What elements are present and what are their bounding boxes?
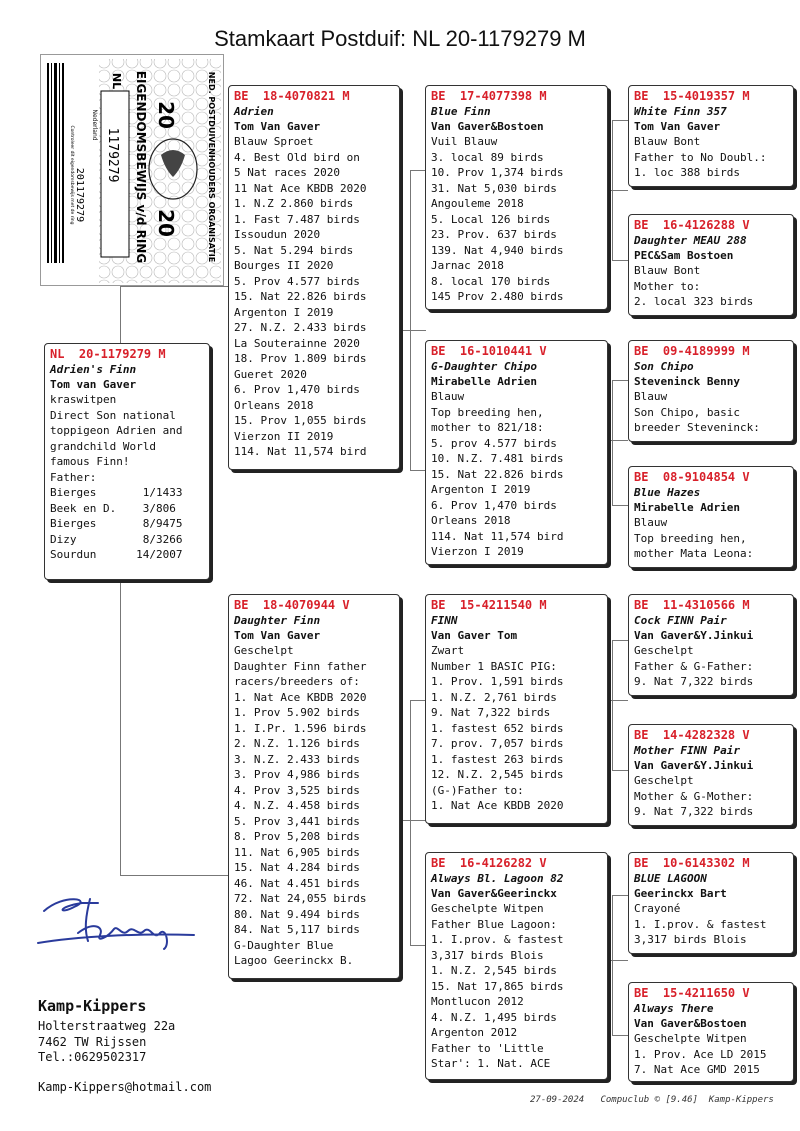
mother-line: 1. I.Pr. 1.596 birds bbox=[234, 721, 367, 735]
ffm-breeder: PEC&Sam Bostoen bbox=[634, 249, 734, 262]
mmf-name: BLUE LAGOON bbox=[634, 872, 707, 885]
father-father-card bbox=[425, 85, 608, 310]
mm-reg: BE 16-4126282 V bbox=[431, 856, 547, 870]
mother-line: 2. N.Z. 1.126 birds bbox=[234, 737, 360, 750]
page-title: Stamkaart Postduif: NL 20-1179279 M bbox=[214, 26, 586, 51]
fm-line: Argenton I 2019 bbox=[431, 483, 531, 496]
mfm-breeder: Van Gaver&Y.Jinkui bbox=[634, 759, 754, 772]
subject-line: Direct Son national bbox=[50, 408, 176, 422]
owner-email: Kamp-Kippers@hotmail.com bbox=[38, 1080, 212, 1094]
fmf-reg: BE 09-4189999 M bbox=[634, 344, 750, 358]
mff-breeder: Van Gaver&Y.Jinkui bbox=[634, 629, 754, 642]
mm-line: 3,317 birds Blois bbox=[431, 948, 544, 962]
mother-line: 46. Nat 4.451 birds bbox=[234, 876, 360, 890]
mmf-line: 1. I.prov. & fastest bbox=[634, 917, 767, 931]
mm-line: Argenton 2012 bbox=[431, 1026, 518, 1039]
ring-country: NL bbox=[110, 72, 123, 90]
mother-line: 80. Nat 9.494 birds bbox=[234, 907, 360, 921]
subject-breeder: Tom van Gaver bbox=[50, 378, 137, 391]
fm-line: 15. Nat 22.826 birds bbox=[431, 467, 564, 481]
mm-line: Father to 'Little bbox=[431, 1041, 544, 1055]
fff-line: Blauw Bont bbox=[634, 135, 701, 148]
mf-line: 12. N.Z. 2,545 birds bbox=[431, 768, 564, 781]
father-breeder: Tom Van Gaver bbox=[234, 120, 321, 133]
fm-breeder: Mirabelle Adrien bbox=[431, 375, 537, 388]
ff-line: Vuil Blauw bbox=[431, 135, 498, 148]
ring-year-right: 20 bbox=[154, 209, 178, 237]
mother-line: 8. Prov 5,208 birds bbox=[234, 830, 360, 843]
mm-line: 4. N.Z. 1,495 birds bbox=[431, 1010, 557, 1024]
ff-line: 10. Prov 1,374 birds bbox=[431, 166, 564, 179]
subject-line: Dizy 8/3266 bbox=[50, 532, 183, 546]
subject-line: Bierges 8/9475 bbox=[50, 517, 183, 530]
father-line: 1. N.Z 2.860 birds bbox=[234, 197, 354, 210]
ff-breeder: Van Gaver&Bostoen bbox=[431, 120, 544, 133]
father-line: 15. Nat 22.826 birds bbox=[234, 290, 367, 303]
mmf-line: 3,317 birds Blois bbox=[634, 933, 747, 946]
mother-line: 15. Nat 4.284 birds bbox=[234, 861, 360, 874]
fm-line: 10. N.Z. 7.481 birds bbox=[431, 452, 564, 465]
signature-image bbox=[34, 885, 204, 955]
ffm-name: Daughter MEAU 288 bbox=[634, 234, 747, 247]
mf-reg: BE 15-4211540 M bbox=[431, 598, 547, 612]
mff-line: 9. Nat 7,322 birds bbox=[634, 675, 754, 688]
ff-line: 5. Local 126 birds bbox=[431, 212, 551, 226]
mother-name: Daughter Finn bbox=[234, 614, 321, 627]
ff-name: Blue Finn bbox=[431, 105, 491, 118]
father-line: 5. Nat 5.294 birds bbox=[234, 243, 354, 257]
mf-name: FINN bbox=[431, 614, 458, 627]
father-card bbox=[228, 85, 400, 470]
fff-name: White Finn 357 bbox=[634, 105, 727, 118]
ring-ownership-text: EIGENDOMSBEWIJS v/d RING bbox=[134, 70, 148, 264]
mother-line: 4. Prov 3,525 birds bbox=[234, 783, 360, 797]
mother-line: 1. Prov 5.902 birds bbox=[234, 706, 360, 719]
ff-line: 145 Prov 2.480 birds bbox=[431, 290, 564, 303]
ring-note: Controleer dit eigendomsbewijs met de ring bbox=[69, 125, 74, 225]
father-line: Blauw Sproet bbox=[234, 135, 314, 148]
subject-reg: NL 20-1179279 M bbox=[50, 347, 166, 361]
fm-mother-card bbox=[628, 466, 794, 568]
father-line: Vierzon II 2019 bbox=[234, 429, 334, 443]
mff-reg: BE 11-4310566 M bbox=[634, 598, 750, 612]
mother-line: 5. Prov 3,441 birds bbox=[234, 814, 360, 828]
ffm-line: Mother to: bbox=[634, 279, 701, 293]
mf-line: Zwart bbox=[431, 644, 465, 657]
mother-card bbox=[228, 594, 400, 979]
subject-line: Beek en D. 3/806 bbox=[50, 501, 176, 515]
ff-line: Jarnac 2018 bbox=[431, 259, 504, 272]
mff-line: Geschelpt bbox=[634, 644, 694, 657]
fmm-breeder: Mirabelle Adrien bbox=[634, 501, 740, 514]
mm-line: Star': 1. Nat. ACE bbox=[431, 1057, 551, 1070]
ff-father-card bbox=[628, 85, 794, 187]
ff-line: 8. local 170 birds bbox=[431, 274, 551, 288]
father-line: Bourges II 2020 bbox=[234, 259, 334, 272]
subject-name: Adrien's Finn bbox=[50, 363, 137, 376]
mother-line: 84. Nat 5,117 birds bbox=[234, 923, 360, 936]
mother-line: 4. N.Z. 4.458 birds bbox=[234, 799, 360, 812]
mother-reg: BE 18-4070944 V bbox=[234, 598, 350, 612]
mf-mother-card bbox=[628, 724, 794, 826]
fmm-line: mother Mata Leona: bbox=[634, 547, 754, 560]
subject-line: Father: bbox=[50, 470, 97, 484]
ff-reg: BE 17-4077398 M bbox=[431, 89, 547, 103]
owner-city: 7462 TW Rijssen bbox=[38, 1035, 147, 1049]
subject-line: Bierges 1/1433 bbox=[50, 486, 183, 499]
fmf-name: Son Chipo bbox=[634, 360, 694, 373]
father-line: 27. N.Z. 2.433 birds bbox=[234, 321, 367, 334]
ffm-line: 2. local 323 birds bbox=[634, 295, 754, 308]
subject-line: Sourdun 14/2007 bbox=[50, 548, 183, 561]
subject-line: grandchild World bbox=[50, 439, 156, 453]
father-line: 114. Nat 11,574 bird bbox=[234, 445, 367, 458]
mmf-breeder: Geerinckx Bart bbox=[634, 887, 727, 900]
mmm-reg: BE 15-4211650 V bbox=[634, 986, 750, 1000]
mother-line: G-Daughter Blue bbox=[234, 938, 334, 952]
mother-line: 3. N.Z. 2.433 birds bbox=[234, 752, 360, 766]
print-footer: 27-09-2024 Compuclub © [9.46] Kamp-Kippers bbox=[530, 1095, 774, 1105]
fmm-line: Top breeding hen, bbox=[634, 531, 747, 545]
ring-nederland: Nederland bbox=[91, 109, 98, 141]
mf-line: (G-)Father to: bbox=[431, 783, 524, 797]
mmf-reg: BE 10-6143302 M bbox=[634, 856, 750, 870]
mf-line: Number 1 BASIC PIG: bbox=[431, 659, 557, 673]
mfm-line: 9. Nat 7,322 birds bbox=[634, 805, 754, 818]
fmf-line: Blauw bbox=[634, 390, 668, 403]
mm-breeder: Van Gaver&Geerinckx bbox=[431, 887, 557, 900]
father-line: 15. Prov 1,055 birds bbox=[234, 414, 367, 427]
mother-line: Daughter Finn father bbox=[234, 659, 367, 673]
mother-line: Geschelpt bbox=[234, 644, 294, 657]
mmf-line: Crayoné bbox=[634, 902, 681, 915]
mfm-reg: BE 14-4282328 V bbox=[634, 728, 750, 742]
ring-number: 1179279 bbox=[105, 127, 120, 183]
fff-breeder: Tom Van Gaver bbox=[634, 120, 721, 133]
mf-line: 1. N.Z. 2,761 birds bbox=[431, 690, 557, 704]
owner-street: Holterstraatweg 22a bbox=[38, 1019, 176, 1033]
fm-line: 114. Nat 11,574 bird bbox=[431, 529, 564, 543]
mf-breeder: Van Gaver Tom bbox=[431, 629, 518, 642]
father-line: 18. Prov 1.809 birds bbox=[234, 352, 367, 365]
father-line: 5 Nat races 2020 bbox=[234, 166, 340, 179]
ff-mother-card bbox=[628, 214, 794, 316]
mother-breeder: Tom Van Gaver bbox=[234, 629, 321, 642]
mmm-name: Always There bbox=[634, 1002, 714, 1015]
mm-line: Father Blue Lagoon: bbox=[431, 917, 557, 931]
fm-line: 6. Prov 1,470 birds bbox=[431, 498, 557, 512]
mmm-line: Geschelpte Witpen bbox=[634, 1032, 747, 1045]
subject-line: toppigeon Adrien and bbox=[50, 424, 183, 437]
mother-line: 11. Nat 6,905 birds bbox=[234, 845, 360, 859]
father-reg: BE 18-4070821 M bbox=[234, 89, 350, 103]
fm-father-card bbox=[628, 340, 794, 442]
mother-mother-card bbox=[425, 852, 608, 1080]
ff-line: Angouleme 2018 bbox=[431, 197, 524, 210]
ff-line: 3. local 89 birds bbox=[431, 150, 544, 164]
mm-line: Montlucon 2012 bbox=[431, 995, 524, 1008]
fff-reg: BE 15-4019357 M bbox=[634, 89, 750, 103]
fm-line: Top breeding hen, bbox=[431, 405, 544, 419]
fm-line: Blauw bbox=[431, 390, 465, 403]
ffm-line: Blauw Bont bbox=[634, 264, 701, 277]
mfm-line: Mother & G-Mother: bbox=[634, 789, 754, 803]
mmm-line: 1. Prov. Ace LD 2015 bbox=[634, 1047, 767, 1061]
mother-father-card bbox=[425, 594, 608, 824]
mm-line: 15. Nat 17,865 birds bbox=[431, 979, 564, 993]
owner-name: Kamp-Kippers bbox=[38, 997, 147, 1015]
mm-line: 1. N.Z. 2,545 birds bbox=[431, 964, 557, 977]
father-line: 6. Prov 1,470 birds bbox=[234, 383, 360, 396]
father-line: 11 Nat Ace KBDB 2020 bbox=[234, 181, 367, 195]
mf-line: 1. Nat Ace KBDB 2020 bbox=[431, 799, 564, 812]
mfm-name: Mother FINN Pair bbox=[634, 744, 740, 757]
fm-reg: BE 16-1010441 V bbox=[431, 344, 547, 358]
mf-line: 1. Prov. 1,591 birds bbox=[431, 675, 564, 688]
fff-line: Father to No Doubl.: bbox=[634, 150, 767, 164]
mf-father-card bbox=[628, 594, 794, 696]
fmm-name: Blue Hazes bbox=[634, 486, 701, 499]
father-line: Issoudun 2020 bbox=[234, 228, 321, 241]
mother-line: 1. Nat Ace KBDB 2020 bbox=[234, 690, 367, 704]
mm-line: Geschelpte Witpen bbox=[431, 902, 544, 915]
father-line: Gueret 2020 bbox=[234, 367, 307, 381]
fmf-line: Son Chipo, basic bbox=[634, 405, 740, 419]
ff-line: 31. Nat 5,030 birds bbox=[431, 181, 557, 195]
mm-mother-card bbox=[628, 982, 794, 1082]
father-mother-card bbox=[425, 340, 608, 565]
fm-line: Vierzon I 2019 bbox=[431, 545, 524, 558]
father-line: 1. Fast 7.487 birds bbox=[234, 212, 360, 226]
mmm-line: 7. Nat Ace GMD 2015 bbox=[634, 1063, 760, 1076]
mother-line: 3. Prov 4,986 birds bbox=[234, 768, 360, 781]
mm-father-card bbox=[628, 852, 794, 954]
fm-line: 5. prov 4.577 birds bbox=[431, 436, 557, 450]
fmm-line: Blauw bbox=[634, 516, 668, 529]
fm-name: G-Daughter Chipo bbox=[431, 360, 537, 373]
mff-name: Cock FINN Pair bbox=[634, 614, 727, 627]
ring-barcode-text: 201179279 bbox=[74, 167, 85, 223]
father-line: 5. Prov 4.577 birds bbox=[234, 274, 360, 288]
subject-pigeon-card bbox=[44, 343, 210, 580]
fmm-reg: BE 08-9104854 V bbox=[634, 470, 750, 484]
mother-line: Lagoo Geerinckx B. bbox=[234, 954, 354, 967]
ff-line: 139. Nat 4,940 birds bbox=[431, 243, 564, 257]
mm-line: 1. I.prov. & fastest bbox=[431, 933, 564, 946]
father-name: Adrien bbox=[234, 105, 274, 118]
ring-ownership-label bbox=[40, 54, 224, 286]
mm-name: Always Bl. Lagoon 82 bbox=[431, 872, 564, 885]
mother-line: 72. Nat 24,055 birds bbox=[234, 892, 367, 905]
father-line: La Souterainne 2020 bbox=[234, 336, 360, 350]
subject-line: kraswitpen bbox=[50, 393, 117, 406]
mf-line: 1. fastest 263 birds bbox=[431, 752, 564, 766]
mmm-breeder: Van Gaver&Bostoen bbox=[634, 1017, 747, 1030]
fff-line: 1. loc 388 birds bbox=[634, 166, 740, 179]
father-line: 4. Best Old bird on bbox=[234, 150, 360, 164]
ffm-reg: BE 16-4126288 V bbox=[634, 218, 750, 232]
fm-line: Orleans 2018 bbox=[431, 514, 511, 527]
mf-line: 9. Nat 7,322 birds bbox=[431, 706, 551, 719]
owner-phone: Tel.:0629502317 bbox=[38, 1050, 147, 1064]
mf-line: 1. fastest 652 birds bbox=[431, 721, 564, 735]
subject-line: famous Finn! bbox=[50, 455, 130, 468]
fm-line: mother to 821/18: bbox=[431, 421, 544, 434]
fmf-breeder: Steveninck Benny bbox=[634, 375, 740, 388]
mff-line: Father & G-Father: bbox=[634, 659, 754, 673]
fmf-line: breeder Steveninck: bbox=[634, 421, 760, 434]
father-line: Argenton I 2019 bbox=[234, 305, 334, 319]
father-line: Orleans 2018 bbox=[234, 398, 314, 412]
ring-label-graphic bbox=[41, 55, 224, 286]
mfm-line: Geschelpt bbox=[634, 774, 694, 787]
mother-line: racers/breeders of: bbox=[234, 675, 360, 688]
ff-line: 23. Prov. 637 birds bbox=[431, 228, 557, 241]
mf-line: 7. prov. 7,057 birds bbox=[431, 737, 564, 750]
ring-organisation: NED. POSTDUIVENHOUDERS ORGANISATIE bbox=[207, 71, 216, 263]
ring-year-left: 20 bbox=[154, 101, 178, 129]
